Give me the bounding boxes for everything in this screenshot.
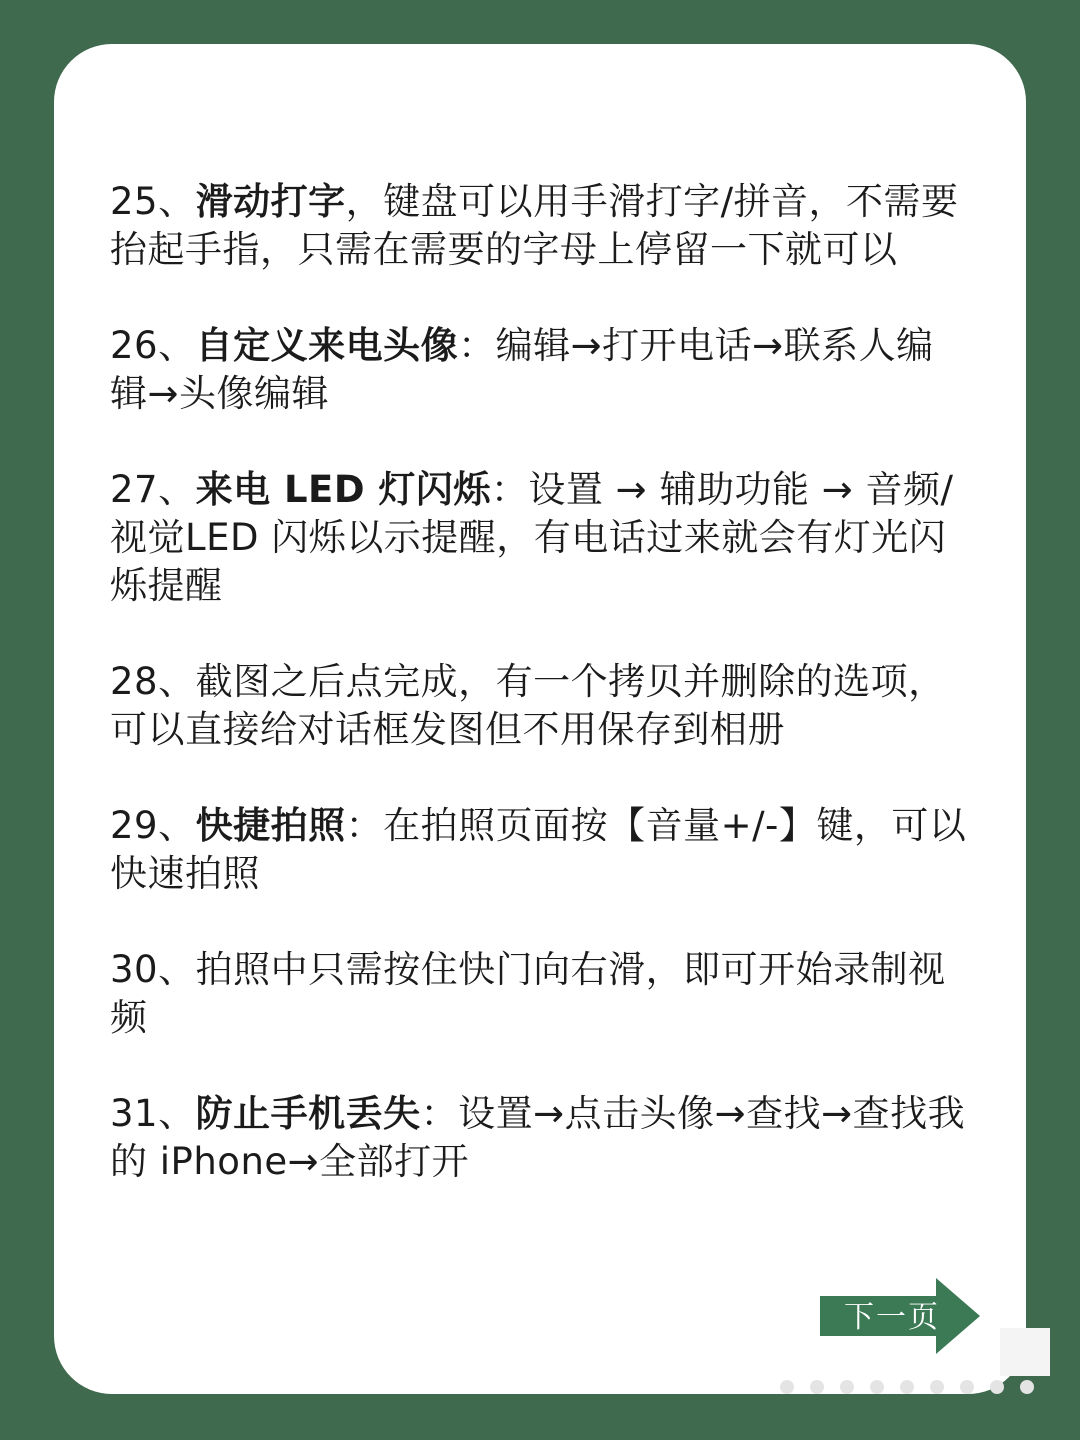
tip-item-30 <box>110 946 970 1042</box>
tip-body: ：在拍照页面按【音量+/-】键，可以快速拍照 <box>110 804 967 895</box>
tip-title: 滑动打字 <box>195 180 346 223</box>
next-page-button[interactable] <box>820 1278 985 1354</box>
tip-item-31 <box>110 1090 970 1186</box>
content-card <box>54 44 1026 1394</box>
decor-dot <box>1020 1380 1034 1394</box>
tip-item-28 <box>110 658 970 754</box>
tip-title: 快捷拍照 <box>195 804 346 847</box>
tip-number: 25、 <box>110 180 196 223</box>
tip-body: ，键盘可以用手滑打字/拼音，不需要抬起手指，只需在需要的字母上停留一下就可以 <box>110 180 959 271</box>
decor-dot <box>840 1380 854 1394</box>
tip-body: ：设置 → 辅助功能 → 音频/视觉LED 闪烁以示提醒，有电话过来就会有灯光闪烁提醒 <box>110 468 954 607</box>
tip-body: 拍照中只需按住快门向右滑，即可开始录制视频 <box>110 948 946 1039</box>
tip-number: 30、 <box>110 948 196 991</box>
tip-body: ：设置→点击头像→查找→查找我的 iPhone→全部打开 <box>110 1092 966 1183</box>
tip-number: 31、 <box>110 1092 196 1135</box>
tip-body: ：编辑→打开电话→联系人编辑→头像编辑 <box>110 324 934 415</box>
tip-title: 来电 LED 灯闪烁 <box>195 468 491 511</box>
tip-item-25 <box>110 178 970 274</box>
decor-dot <box>990 1380 1004 1394</box>
tips-list <box>110 178 970 1234</box>
tip-item-27 <box>110 466 970 610</box>
next-page-label: 下一页 <box>844 1300 940 1335</box>
decor-dot <box>870 1380 884 1394</box>
decor-dot <box>810 1380 824 1394</box>
tip-item-26 <box>110 322 970 418</box>
tip-title: 防止手机丢失 <box>195 1092 421 1135</box>
tip-number: 28、 <box>110 660 196 703</box>
decor-dot <box>900 1380 914 1394</box>
corner-decoration <box>1000 1328 1050 1376</box>
bottom-decoration <box>770 1376 1070 1398</box>
tip-number: 27、 <box>110 468 196 511</box>
tip-item-29 <box>110 802 970 898</box>
tip-number: 26、 <box>110 324 196 367</box>
decor-dot <box>960 1380 974 1394</box>
tip-body: 截图之后点完成，有一个拷贝并删除的选项，可以直接给对话框发图但不用保存到相册 <box>110 660 946 751</box>
decor-dot <box>930 1380 944 1394</box>
tip-number: 29、 <box>110 804 196 847</box>
decor-dot <box>780 1380 794 1394</box>
tip-title: 自定义来电头像 <box>195 324 459 367</box>
